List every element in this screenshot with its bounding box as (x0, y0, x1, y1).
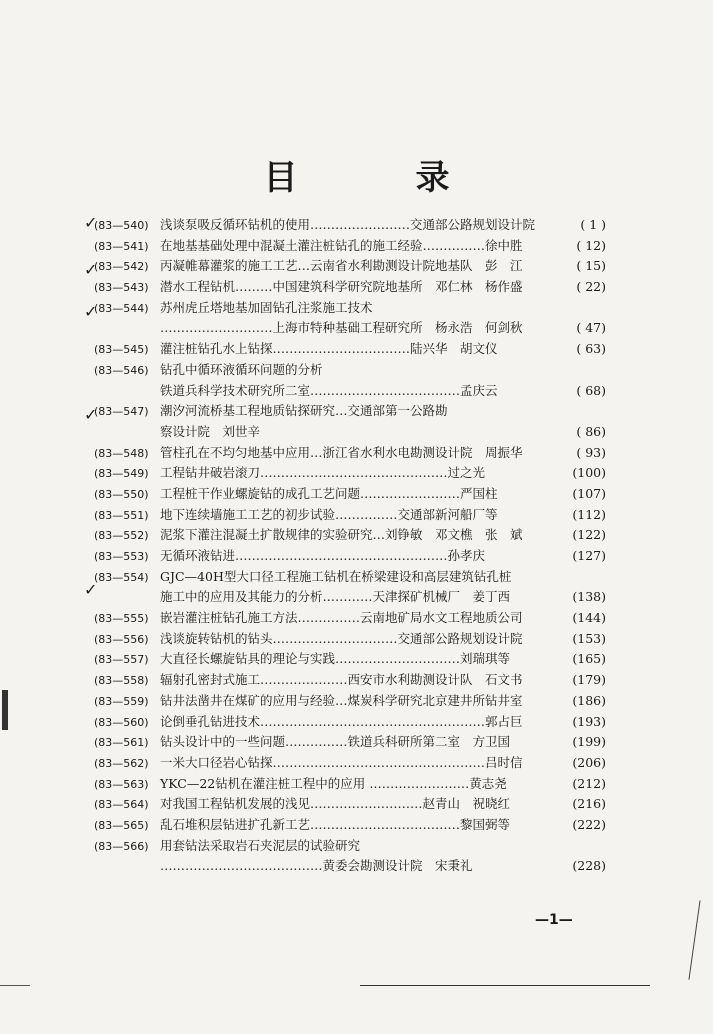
entry-number: (83—542) (94, 260, 149, 274)
toc-entry (94, 608, 606, 629)
toc-entry (94, 649, 606, 670)
toc-entry (94, 629, 606, 650)
entry-page: ( 15) (574, 256, 606, 277)
toc-entry (94, 318, 606, 339)
entry-number: (83—544) (94, 301, 149, 315)
entry-title: 潮汐河流桥基工程地质钻探研究…交通部第一公路勘 (160, 403, 448, 419)
toc-entry (94, 712, 606, 733)
toc-entry (94, 856, 606, 877)
entry-title: 对我国工程钻机发展的浅见………………………赵青山 祝晓红 (160, 796, 511, 812)
entry-number: (83—566) (94, 839, 149, 853)
toc-entry (94, 691, 606, 712)
entry-page: (107) (570, 484, 606, 505)
entry-number: (83—552) (94, 529, 149, 543)
bottom-rule (360, 985, 650, 986)
toc-entry (94, 525, 606, 546)
entry-title: 乱石堆积层钻进扩孔新工艺………………………………黎国弼等 (160, 816, 511, 832)
toc-entry (94, 443, 606, 464)
toc-entry (94, 836, 606, 857)
entry-page: (212) (570, 774, 606, 795)
entry-number: (83—547) (94, 405, 149, 419)
entry-page: ( 1 ) (578, 215, 606, 236)
entry-title: 地下连续墙施工工艺的初步试验……………交通部新河船厂等 (160, 506, 498, 522)
toc-entry (94, 484, 606, 505)
entry-title: 工程桩干作业螺旋钻的成孔工艺问题……………………严国柱 (160, 485, 498, 501)
entry-title: 嵌岩灌注桩钻孔施工方法……………云南地矿局水文工程地质公司 (160, 610, 523, 626)
entry-title: 浅谈旋转钻机的钻头…………………………交通部公路规划设计院 (160, 630, 523, 646)
entry-title: 钻头设计中的一些问题……………铁道兵科研所第二室 方卫国 (160, 734, 511, 750)
check-mark-icon: ✓ (84, 302, 98, 321)
entry-number: (83—540) (94, 219, 149, 232)
check-mark-icon: ✓ (84, 580, 98, 599)
entry-number: (83—562) (94, 756, 149, 770)
binding-mark (2, 690, 8, 730)
entry-title: 灌注桩钻孔水上钻探……………………………陆兴华 胡文仪 (160, 341, 498, 357)
entry-page: (199) (570, 732, 606, 753)
entry-number: (83—561) (94, 736, 149, 750)
entry-page: ( 86) (574, 422, 606, 443)
page-number: —1— (535, 912, 573, 928)
toc-entry (94, 670, 606, 691)
page-edge-line (687, 900, 700, 979)
entry-page: ( 12) (574, 236, 606, 257)
entry-title: 用套钻法采取岩石夹泥层的试验研究 (160, 837, 361, 853)
entry-title: 察设计院 刘世辛 (160, 423, 261, 439)
page-title: 目 录 (263, 158, 492, 198)
entry-title: YKC—22钻机在灌注桩工程中的应用 ……………………黄志尧 (160, 775, 507, 791)
check-mark-icon: ✓ (84, 213, 98, 232)
entry-page: (228) (570, 856, 606, 877)
table-of-contents (94, 215, 606, 877)
entry-title: 在地基基础处理中混凝土灌注桩钻孔的施工经验……………徐中胜 (160, 237, 523, 253)
entry-page: (206) (570, 753, 606, 774)
entry-title: ………………………上海市特种基础工程研究所 杨永浩 何剑秋 (160, 320, 523, 336)
entry-title: 辐射孔密封式施工…………………西安市水利勘测设计队 石文书 (160, 672, 523, 688)
entry-title: 无循环液钻进……………………………………………孙孝庆 (160, 548, 486, 563)
entry-title: 钻孔中循环液循环问题的分析 (160, 361, 323, 377)
toc-entry (94, 256, 606, 277)
toc-entry (94, 774, 606, 795)
entry-page: (112) (570, 505, 606, 526)
check-mark-icon: ✓ (84, 260, 98, 279)
entry-title: 潜水工程钻机………中国建筑科学研究院地基所 邓仁林 杨作盛 (160, 279, 523, 295)
entry-title: 大直径长螺旋钻具的理论与实践…………………………刘瑞琪等 (160, 651, 511, 667)
toc-entry (94, 215, 606, 236)
entry-page: ( 47) (574, 318, 606, 339)
toc-entry (94, 567, 606, 588)
toc-entry (94, 794, 606, 815)
entry-number: (83—551) (94, 508, 149, 522)
toc-entry (94, 463, 606, 484)
entry-number: (83—555) (94, 612, 149, 626)
entry-page: (216) (570, 794, 606, 815)
entry-title: 钻井法凿井在煤矿的应用与经验…煤炭科学研究北京建井所钻井室 (160, 692, 523, 708)
entry-title: 管柱孔在不均匀地基中应用…浙江省水利水电勘测设计院 周振华 (160, 444, 523, 460)
entry-title: 一米大口径岩心钻探……………………………………………吕时信 (160, 754, 523, 770)
toc-entry (94, 360, 606, 381)
toc-entry (94, 422, 606, 443)
entry-page: (193) (570, 712, 606, 733)
entry-number: (83—548) (94, 446, 149, 460)
entry-number: (83—541) (94, 239, 149, 253)
entry-page: (138) (570, 587, 606, 608)
toc-entry (94, 381, 606, 402)
toc-entry (94, 753, 606, 774)
toc-entry (94, 546, 606, 567)
entry-title: 铁道兵科学技术研究所二室………………………………孟庆云 (160, 382, 498, 398)
entry-title: 泥浆下灌注混凝土扩散规律的实验研究…刘铮敏 邓文樵 张 斌 (160, 527, 523, 543)
entry-title: …………………………………黄委会勘测设计院 宋秉礼 (160, 858, 473, 874)
toc-entry (94, 298, 606, 319)
check-mark-icon: ✓ (84, 405, 98, 424)
entry-page: (186) (570, 691, 606, 712)
entry-page: (100) (570, 463, 606, 484)
entry-title: 工程钻井破岩滚刀………………………………………过之光 (160, 465, 486, 481)
entry-page: ( 63) (574, 339, 606, 360)
entry-title: 浅谈泵吸反循环钻机的使用……………………交通部公路规划设计院 (160, 217, 536, 232)
entry-title: 丙凝帷幕灌浆的施工工艺…云南省水利勘测设计院地基队 彭 江 (160, 258, 523, 274)
entry-page: (165) (570, 649, 606, 670)
toc-entry (94, 401, 606, 422)
entry-number: (83—560) (94, 715, 149, 729)
entry-page: (153) (570, 629, 606, 650)
toc-entry (94, 339, 606, 360)
entry-number: (83—546) (94, 363, 149, 377)
entry-number: (83—556) (94, 632, 149, 646)
entry-number: (83—550) (94, 487, 149, 501)
entry-title: GJC—40H型大口径工程施工钻机在桥梁建设和高层建筑钻孔桩 (160, 568, 512, 584)
entry-page: (222) (570, 815, 606, 836)
entry-number: (83—545) (94, 343, 149, 357)
toc-entry (94, 277, 606, 298)
entry-page: (179) (570, 670, 606, 691)
entry-page: ( 93) (574, 443, 606, 464)
toc-entry (94, 236, 606, 257)
entry-page: (144) (570, 608, 606, 629)
entry-number: (83—558) (94, 674, 149, 688)
entry-title: 论倒垂孔钻进技术………………………………………………郭占巨 (160, 713, 523, 729)
toc-entry (94, 587, 606, 608)
toc-entry (94, 505, 606, 526)
entry-number: (83—557) (94, 653, 149, 667)
entry-number: (83—554) (94, 570, 149, 584)
entry-number: (83—559) (94, 694, 149, 708)
entry-page: ( 68) (574, 381, 606, 402)
toc-entry (94, 732, 606, 753)
entry-number: (83—549) (94, 467, 149, 481)
entry-number: (83—564) (94, 798, 149, 812)
entry-number: (83—563) (94, 777, 149, 791)
entry-number: (83—543) (94, 281, 149, 295)
toc-entry (94, 815, 606, 836)
entry-page: ( 22) (574, 277, 606, 298)
entry-title: 苏州虎丘塔地基加固钻孔注浆施工技术 (160, 299, 373, 315)
entry-page: (122) (570, 525, 606, 546)
entry-title: 施工中的应用及其能力的分析…………天津探矿机械厂 姜丁西 (160, 589, 511, 605)
entry-number: (83—565) (94, 818, 149, 832)
entry-page: (127) (570, 546, 606, 567)
entry-number: (83—553) (94, 550, 149, 563)
bottom-left-rule (0, 985, 30, 986)
